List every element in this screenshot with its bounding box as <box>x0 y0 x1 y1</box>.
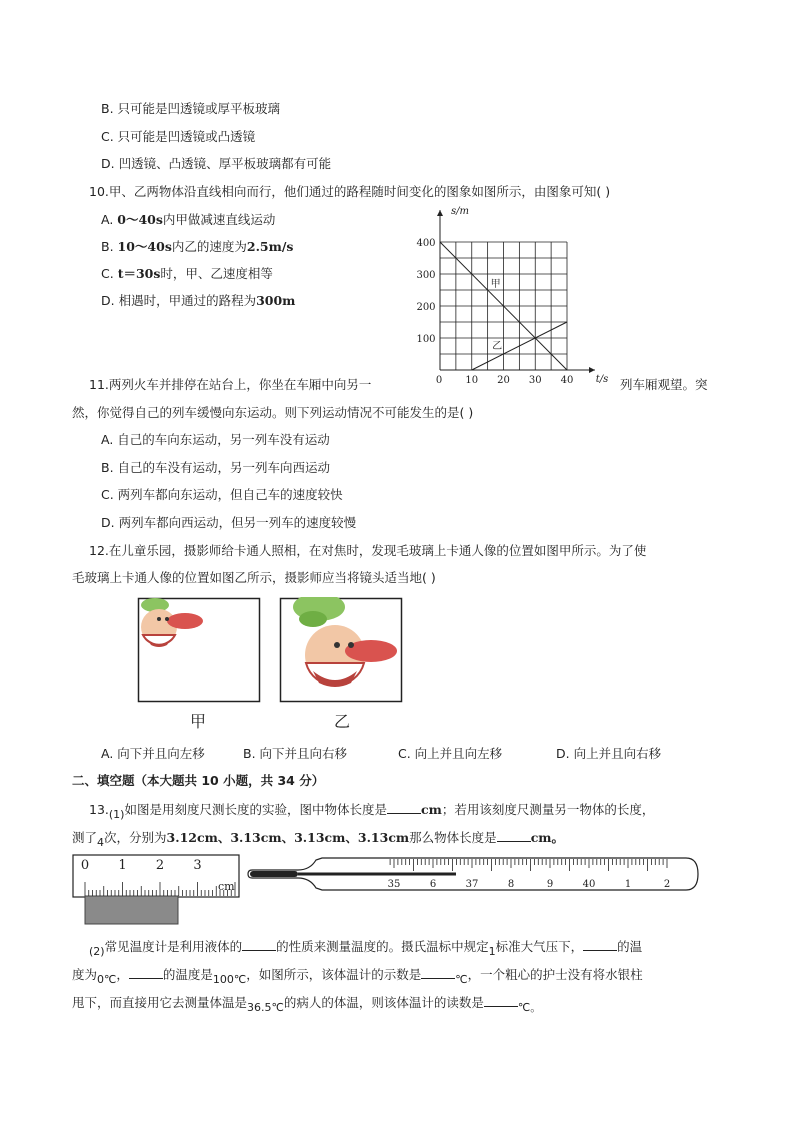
y-axis-arrow <box>437 210 443 216</box>
figure-jia-label: 甲 <box>190 712 207 731</box>
x-axis-label: t/s <box>595 374 609 385</box>
section-2-title: 二、填空题（本大题共 10 小题，共 34 分） <box>72 773 325 788</box>
q11-option-c: C. 两列车都向东运动，但自己车的速度较快 <box>101 487 343 502</box>
answer-blank[interactable] <box>497 829 531 842</box>
q10-option-d: D. 相遇时，甲通过的路程为300m <box>101 293 296 308</box>
ruler-label: 3 <box>193 858 202 873</box>
q11-option-d: D. 两列车都向西运动，但另一列车的速度较慢 <box>101 515 357 530</box>
q11-option-a: A. 自己的车向东运动，另一列车没有运动 <box>101 432 330 447</box>
q13-part2-line2: 度为0℃， 的温度是100℃，如图所示，该体温计的示数是 ℃，一个粗心的护士没有将水银柱 <box>72 967 643 986</box>
q13-part2-line3: 甩下，而直接用它去测量体温是36.5℃的病人的体温，则该体温计的读数是 ℃。 <box>72 995 542 1014</box>
y-tick-label: 300 <box>416 270 436 281</box>
ruler-label: 1 <box>118 858 127 873</box>
series-label-jia: 甲 <box>490 278 501 290</box>
y-tick-label: 200 <box>416 302 436 313</box>
q12-stem-line1: 12.在儿童乐园，摄影师给卡通人照相，在对焦时，发现毛玻璃上卡通人像的位置如图甲所示。为了使 <box>89 543 647 558</box>
x-tick-label: 30 <box>528 375 542 386</box>
series-label-yi: 乙 <box>492 341 503 353</box>
q13-part2-line1: (2)常见温度计是利用液体的 的性质来测量温度的。摄氏温标中规定1标准大气压下， 的温 <box>89 939 643 958</box>
answer-blank[interactable] <box>421 966 455 979</box>
ruler-figure <box>72 854 242 928</box>
q13-line1: 13.(1)如图是用刻度尺测长度的实验，图中物体长度是 cm；若用该刻度尺测量另一物体的长度， <box>89 802 655 821</box>
thermo-label: 35 <box>387 879 401 890</box>
st-graph <box>410 200 610 390</box>
answer-blank[interactable] <box>387 801 421 814</box>
figure-yi-frame <box>279 597 403 703</box>
answer-blank[interactable] <box>129 966 163 979</box>
thermo-label: 8 <box>507 879 515 890</box>
q12-stem-line2: 毛玻璃上卡通人像的位置如图乙所示，摄影师应当将镜头适当地( ) <box>72 570 436 585</box>
q10-option-b: B. 10～40s内乙的速度为2.5m/s <box>101 239 294 254</box>
q9-option-d: D. 凹透镜、凸透镜、厚平板玻璃都有可能 <box>101 156 332 171</box>
q9-option-c: C. 只可能是凹透镜或凸透镜 <box>101 129 256 144</box>
x-tick-label: 0 <box>435 375 443 386</box>
q11-stem-line2: 然，你觉得自己的列车缓慢向东运动。则下列运动情况不可能发生的是( ) <box>72 405 474 420</box>
x-tick-label: 10 <box>465 375 479 386</box>
answer-blank[interactable] <box>242 938 276 951</box>
q11-stem-line1: 11.两列火车并排停在站台上，你坐在车厢中向另一 <box>89 377 372 392</box>
y-axis-label: s/m <box>451 206 469 217</box>
q13-line2: 测了4次，分别为3.12cm、3.13cm、3.13cm、3.13cm那么物体长度是 cm。 <box>72 830 565 849</box>
x-axis-arrow <box>589 367 595 373</box>
figure-jia-frame <box>137 597 261 703</box>
q11-stem-line1-end: 列车厢观望。突 <box>620 377 708 392</box>
thermo-label: 1 <box>624 879 632 890</box>
thermo-label: 2 <box>663 879 671 890</box>
thermo-label: 40 <box>582 879 596 890</box>
x-tick-label: 40 <box>560 375 574 386</box>
answer-blank[interactable] <box>583 938 617 951</box>
thermo-label: 37 <box>465 879 479 890</box>
y-tick-label: 400 <box>416 238 436 249</box>
figure-yi-label: 乙 <box>334 712 351 731</box>
q10-option-c: C. t＝30s时，甲、乙速度相等 <box>101 266 273 281</box>
q11-option-b: B. 自己的车没有运动，另一列车向西运动 <box>101 460 331 475</box>
q9-option-b: B. 只可能是凹透镜或厚平板玻璃 <box>101 101 281 116</box>
q12-option-d: D. 向上并且向右移 <box>556 746 662 761</box>
q12-option-b: B. 向下并且向右移 <box>243 746 348 761</box>
q12-option-c: C. 向上并且向左移 <box>398 746 503 761</box>
q10-option-a: A. 0～40s内甲做减速直线运动 <box>101 212 276 227</box>
ruler-label: 2 <box>155 858 165 873</box>
thermo-label: 9 <box>546 879 554 890</box>
answer-blank[interactable] <box>484 994 518 1007</box>
y-tick-label: 100 <box>416 334 436 345</box>
q10-stem: 10.甲、乙两物体沿直线相向而行，他们通过的路程随时间变化的图象如图所示，由图象可知( ) <box>89 184 611 199</box>
thermometer-figure <box>246 856 702 896</box>
x-tick-label: 20 <box>497 375 510 386</box>
q12-option-a: A. 向下并且向左移 <box>101 746 205 761</box>
ruler-label: 0 <box>80 858 90 873</box>
thermo-label: 6 <box>429 879 437 890</box>
ruler-unit: cm <box>218 880 235 893</box>
